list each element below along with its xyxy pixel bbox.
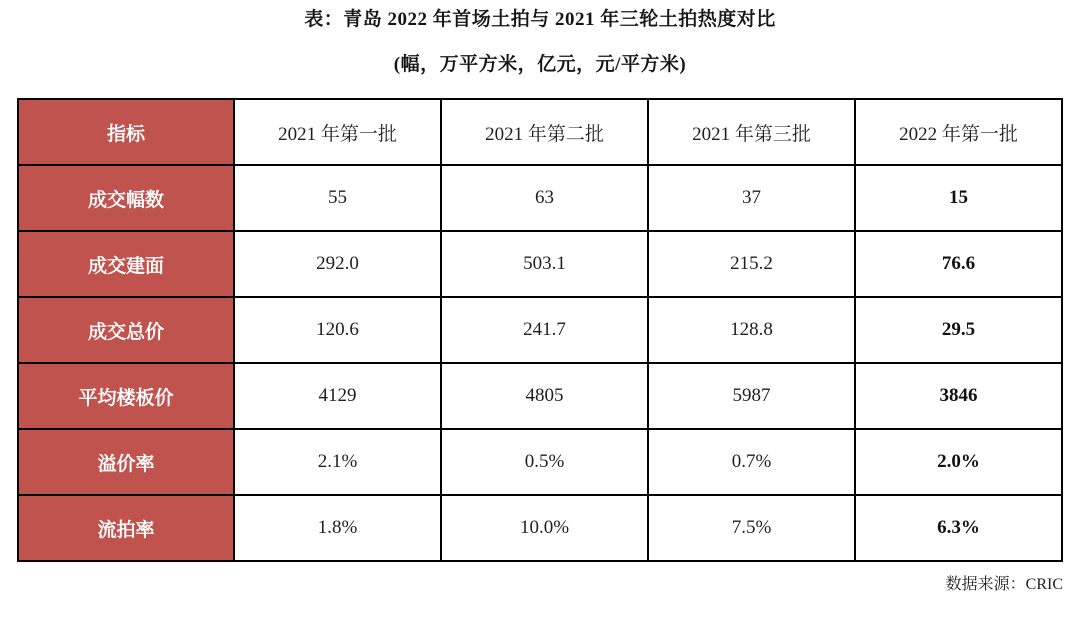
value-cell: 0.5%	[441, 429, 648, 495]
value-cell: 215.2	[648, 231, 855, 297]
header-cell-2022-batch1: 2022 年第一批	[855, 99, 1062, 165]
row-label-cell: 成交幅数	[18, 165, 234, 231]
header-row	[18, 99, 1062, 165]
table-units-subtitle: (幅，万平方米，亿元，元/平方米)	[393, 54, 687, 75]
value-cell: 37	[648, 165, 855, 231]
value-cell: 6.3%	[855, 495, 1062, 561]
header-cell-indicator: 指标	[18, 99, 234, 165]
value-cell: 503.1	[441, 231, 648, 297]
value-cell: 1.8%	[234, 495, 441, 561]
value-cell: 2.0%	[855, 429, 1062, 495]
value-cell: 3846	[855, 363, 1062, 429]
table-title: 表：青岛 2022 年首场土拍与 2021 年三轮土拍热度对比	[304, 9, 776, 30]
header-cell-2021-batch3: 2021 年第三批	[648, 99, 855, 165]
table-row	[18, 165, 1062, 231]
value-cell: 4129	[234, 363, 441, 429]
value-cell: 120.6	[234, 297, 441, 363]
value-cell: 0.7%	[648, 429, 855, 495]
value-cell: 63	[441, 165, 648, 231]
value-cell: 7.5%	[648, 495, 855, 561]
value-cell: 29.5	[855, 297, 1062, 363]
value-cell: 241.7	[441, 297, 648, 363]
table-row	[18, 495, 1062, 561]
table-row	[18, 363, 1062, 429]
row-label-cell: 溢价率	[18, 429, 234, 495]
value-cell: 10.0%	[441, 495, 648, 561]
row-label-cell: 成交总价	[18, 297, 234, 363]
value-cell: 292.0	[234, 231, 441, 297]
value-cell: 76.6	[855, 231, 1062, 297]
value-cell: 128.8	[648, 297, 855, 363]
value-cell: 55	[234, 165, 441, 231]
header-cell-2021-batch1: 2021 年第一批	[234, 99, 441, 165]
data-source-note: 数据来源：CRIC	[945, 576, 1063, 593]
header-cell-2021-batch2: 2021 年第二批	[441, 99, 648, 165]
row-label-cell: 平均楼板价	[18, 363, 234, 429]
row-label-cell: 成交建面	[18, 231, 234, 297]
value-cell: 5987	[648, 363, 855, 429]
table-row	[18, 231, 1062, 297]
value-cell: 2.1%	[234, 429, 441, 495]
value-cell: 4805	[441, 363, 648, 429]
land-auction-table	[17, 98, 1063, 562]
table-row	[18, 297, 1062, 363]
value-cell: 15	[855, 165, 1062, 231]
row-label-cell: 流拍率	[18, 495, 234, 561]
table-row	[18, 429, 1062, 495]
